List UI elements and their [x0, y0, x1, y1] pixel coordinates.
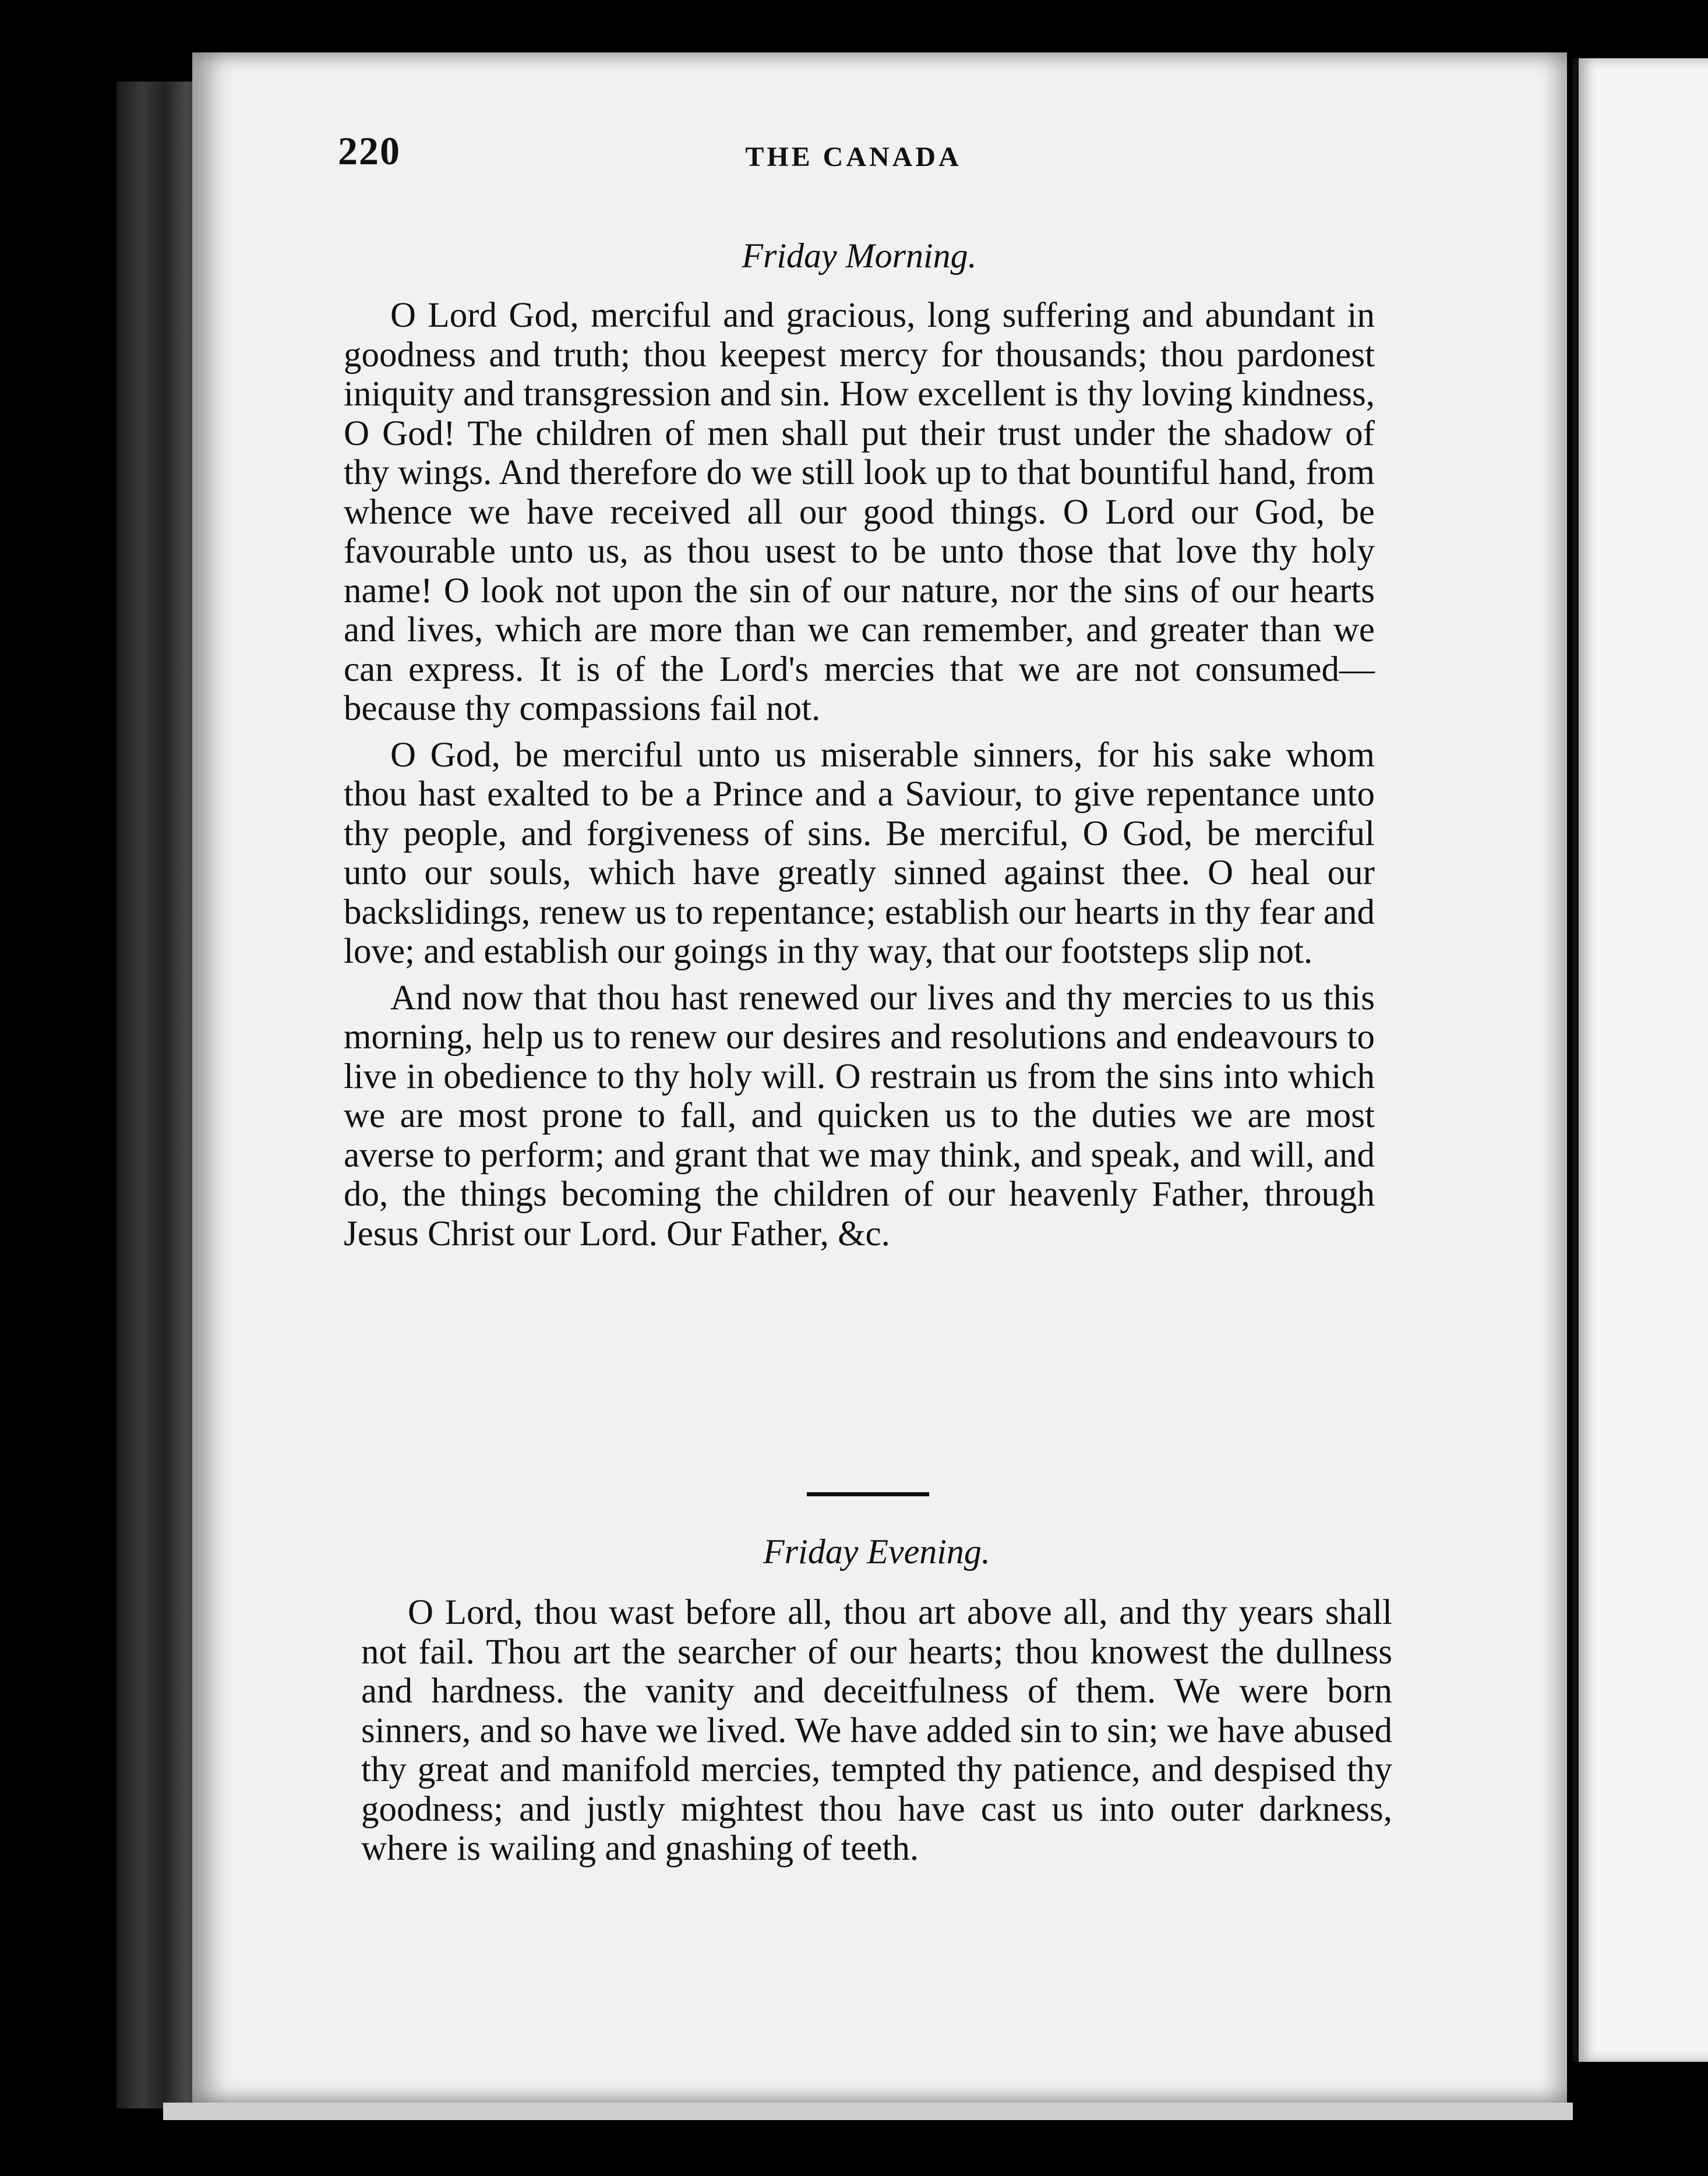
book-spine-edge [117, 82, 204, 2108]
friday-evening-text [361, 1593, 1392, 1875]
page-bottom-edge [163, 2103, 1573, 2120]
section-divider-rule [807, 1492, 929, 1496]
paragraph: O God, be merciful unto us miserable sinners, for his sake whom thou hast exalted to be a Prince and a Saviour, to give repentance unto thy people, and forgiveness of sins. Be merciful, O God, be merciful unto our souls, which have greatly sinned against thee. O heal our backslidings, renew us to repentance; establish our hearts in thy fear and love; and establish our goings in thy way, that our footsteps slip not. [344, 735, 1375, 971]
friday-morning-text [344, 296, 1375, 1260]
page-number: 220 [338, 129, 401, 173]
paragraph: And now that thou hast renewed our lives and thy mercies to us this morning, help us to renew our desires and resolutions and endeavours to live in obedience to thy holy will. O restrain us from the sins into which we are most prone to fall, and quicken us to the duties we are most averse to perform; and grant that we may think, and speak, and will, and do, the things becoming the children of our heavenly Father, through Jesus Christ our Lord. Our Father, &c. [344, 978, 1375, 1253]
paragraph: O Lord God, merciful and gracious, long suffering and abundant in goodness and truth; thou keepest mercy for thousands; thou pardonest iniquity and transgression and sin. How excellent is thy loving kindness, O God! The children of men shall put their trust under the shadow of thy wings. And therefore do we still look up to that bountiful hand, from whence we have received all our good things. O Lord our God, be favourable unto us, as thou usest to be unto those that love thy holy name! O look not upon the sin of our nature, nor the sins of our hearts and lives, which are more than we can remember, and greater than we can express. It is of the Lord's mercies that we are not consumed—because thy compassions fail not. [344, 296, 1375, 728]
section-title-friday-evening: Friday Evening. [763, 1532, 990, 1571]
page-header [338, 128, 1369, 186]
running-head: THE CANADA [745, 142, 962, 172]
facing-page-edge [1573, 58, 1708, 2062]
paragraph: O Lord, thou wast before all, thou art above all, and thy years shall not fail. Thou art the searcher of our hearts; thou knowest the dullness and hardness. the vanity and deceitfulness of them. We were born sinners, and so have we lived. We have added sin to sin; we have abused thy great and manifold mercies, tempted thy patience, and despised thy goodness; and justly mightest thou have cast us into outer darkness, where is wailing and gnashing of teeth. [361, 1593, 1392, 1868]
section-title-friday-morning: Friday Morning. [742, 236, 977, 275]
